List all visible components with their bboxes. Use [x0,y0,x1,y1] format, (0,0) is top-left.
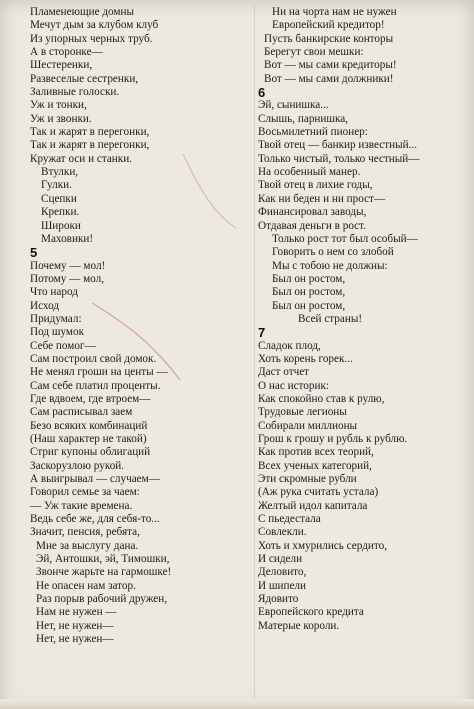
poem-line: А выигрывал — случаем— [30,473,160,486]
poem-line: Раз порыв рабочий дружен, [36,593,168,606]
poem-line: Сцепки [41,192,77,205]
poem-line: Широки [41,219,81,232]
poem-line: Сам себе платил проценты. [30,379,161,392]
poem-line: Твой отец в лихие годы, [258,179,373,192]
poem-line: Слышь, парнишка, [258,112,349,125]
poem-line: Ни на чорта нам не нужен [272,6,397,18]
poem-line: Потому — мол, [30,272,105,285]
poem-line: Трудовые легионы [258,406,347,419]
poem-line: Мне за выслугу дана. [36,539,139,552]
poem-line: Звонче жарьте на гармошке! [36,566,172,579]
poem-line: Мечут дым за клубом клуб [30,19,159,32]
poem-line: Пламенеющие домны [30,6,135,18]
poem-line: Совлекли. [258,526,307,539]
poem-line: Эти скромные рубли [258,473,357,486]
poem-line: Европейского кредита [258,606,364,619]
poem-line: Втулки, [41,166,79,179]
poem-line: Нет, не нужен— [36,633,114,646]
poem-line: Не менял гроши на центы — [30,366,168,379]
poem-line: И шипели [258,579,307,592]
poem-line: Безо всяких комбинаций [30,419,148,432]
poem-line: С пьедестала [258,513,321,526]
poem-line: Отдавая деньги в рост. [258,219,366,232]
poem-line: Эй, сынишка... [258,99,329,112]
poem-line: Был он ростом, [272,286,346,299]
poem-line: Стриг купоны облигаций [30,446,151,459]
poem-line: Хоть корень горек... [258,352,353,365]
poem-line: Говорил семье за чаем: [30,486,140,499]
poem-line: Только рост тот был особый— [272,232,418,245]
poem-line: Сам расписывал заем [30,406,133,419]
poem-line: Сам построил свой домок. [30,352,157,365]
section-number: 5 [30,245,38,261]
poem-line: Ведь себе же, для себя-то... [30,513,160,526]
poem-line: — Уж такие времена. [30,499,133,512]
poem-line: (Аж рука считать устала) [258,486,379,499]
poem-line: Из упорных черных труб. [30,32,153,45]
poem-line: (Наш характер не такой) [30,433,147,445]
poem-line: Говорить о нем со злобой [272,246,394,259]
poem-line: Деловито, [258,566,307,579]
poem-line: Заскорузлою рукой. [30,459,125,472]
poem-line: Уж и тонки, [30,99,87,112]
column-gutter [254,4,255,704]
poem-line: Не опасен нам затор. [36,579,136,592]
poem-line: Матерые короли. [258,619,340,632]
poem-line: Сладок плод, [258,339,321,352]
poem-line: А в сторонке— [30,46,103,59]
poem-line: Вот — мы сами должники! [264,72,394,85]
poem-line: Заливные голоски. [30,86,120,99]
poem-line: Только чистый, только честный— [258,152,420,165]
poem-line: Уж и звонки. [30,112,92,125]
poem-line: Грош к грошу и рубль к рублю. [258,433,408,445]
poem-line: Значит, пенсия, ребята, [30,526,140,539]
poem-line: На особенный манер. [258,166,361,179]
poem-line: Развеселые сестренки, [30,72,139,85]
poem-line: Как против всех теорий, [258,446,374,459]
poem-line: Придумал: [30,312,82,325]
section-number: 7 [258,325,266,341]
poem-line: Собирали миллионы [258,419,358,432]
poem-column-left [30,6,252,647]
poem-line: Эй, Антошки, эй, Тимошки, [36,553,170,566]
poem-line: Хоть и хмурились сердито, [258,539,387,552]
poem-line: Почему — мол! [30,259,106,272]
poem-line: Был он ростом, [272,272,346,285]
poem-column-right [258,6,468,633]
poem-line: Шестеренки, [30,59,93,72]
poem-line: Себе помог— [30,339,96,352]
poem-line: Мы с тобою не должны: [272,259,388,272]
page-bottom-edge [0,699,474,709]
poem-line: Как ни беден и ни прост— [258,192,386,205]
poem-line: Всей страны! [298,312,363,325]
poem-line: О нас историк: [258,379,330,392]
poem-line: Кружат оси и станки. [30,152,133,165]
poem-line: Даст отчет [258,366,310,379]
poem-line: Нам не нужен — [36,606,117,619]
poem-line: Вот — мы сами кредиторы! [264,59,397,72]
poem-line: Ядовито [258,593,299,606]
poem-line: Европейский кредитор! [272,19,385,32]
poem-line: Восьмилетний пионер: [258,126,368,139]
poem-line: И сидели [258,553,303,566]
poem-line: Где вдвоем, где втроем— [30,392,151,405]
poem-line: Что народ [30,286,78,299]
poem-line: Исход [30,299,60,312]
poem-line: Нет, не нужен— [36,619,114,632]
poem-line: Желтый идол капитала [258,499,368,512]
poem-line: Всех ученых категорий, [258,459,372,472]
section-number: 6 [258,85,266,101]
poem-line: Под шумок [30,326,85,339]
poem-line: Твой отец — банкир известный... [258,139,417,152]
poem-line: Финансировал заводы, [258,206,367,219]
poem-line: Гулки. [41,179,72,192]
poem-line: Был он ростом, [272,299,346,312]
poem-line: Берегут свои мешки: [264,46,364,59]
poem-line: Как спокойно став к рулю, [258,392,385,405]
poem-line: Так и жарят в перегонки, [30,126,150,139]
poem-line: Так и жарят в перегонки, [30,139,150,152]
poem-line: Маховики! [41,232,94,245]
poem-line: Пусть банкирские конторы [264,32,394,45]
poem-line: Крепки. [41,206,80,219]
